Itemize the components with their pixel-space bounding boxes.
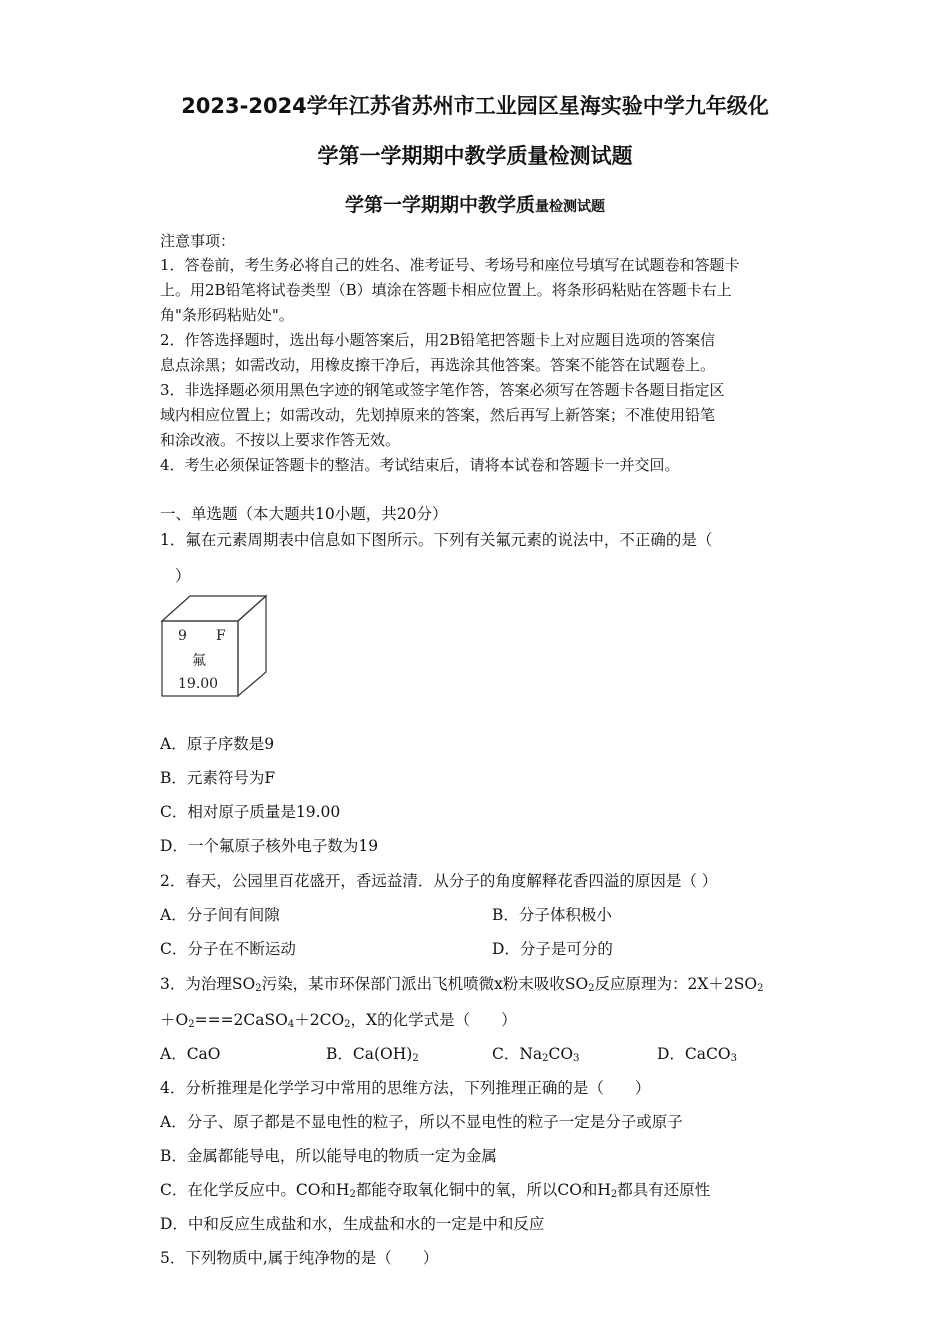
q1-option-c: C．相对原子质量是19.00 <box>160 803 341 821</box>
note-line: 域内相应位置上；如需改动，先划掉原来的答案，然后再写上新答案；不准使用铅笔 <box>160 406 716 424</box>
q3-eq-part: ＋2CO <box>294 1011 345 1029</box>
subscript: 2 <box>588 983 595 994</box>
q4-option-c-text: 都具有还原性 <box>617 1181 711 1199</box>
q4-stem: 4．分析推理是化学学习中常用的思维方法，下列推理正确的是（ ） <box>160 1079 651 1097</box>
q3-equation <box>160 1008 517 1030</box>
note-line: 4．考生必须保证答题卡的整洁。考试结束后，请将本试卷和答题卡一并交回。 <box>160 456 680 474</box>
notes-heading: 注意事项： <box>160 232 236 250</box>
subscript: 2 <box>349 1189 356 1200</box>
q3-option-b-text: B．Ca(OH) <box>326 1045 413 1063</box>
q3-option-c-text: C．Na <box>492 1045 543 1063</box>
q2-stem: 2．春天，公园里百花盛开，香远益清．从分子的角度解释花香四溢的原因是（ ） <box>160 872 718 890</box>
q4-option-c <box>160 1178 710 1200</box>
q3-stem-part: 3．为治理SO <box>160 975 256 993</box>
q3-eq-part: ===2CaSO <box>194 1011 288 1029</box>
note-line: 上。用2B铅笔将试卷类型（B）填涂在答题卡相应位置上。将条形码粘贴在答题卡右上 <box>160 281 732 299</box>
q3-option-a: A．CaO <box>160 1045 221 1063</box>
q4-option-c-text: C．在化学反应中。CO和H <box>160 1181 350 1199</box>
subscript: 2 <box>188 1019 195 1030</box>
subscript: 2 <box>412 1053 419 1064</box>
subscript: 2 <box>255 983 262 994</box>
q2-option-c: C．分子在不断运动 <box>160 940 296 958</box>
q3-stem <box>160 972 764 994</box>
q5-stem: 5．下列物质中,属于纯净物的是（ ） <box>160 1249 439 1267</box>
q1-option-b: B．元素符号为F <box>160 769 276 787</box>
q2-option-a: A．分子间有间隙 <box>160 906 280 924</box>
subscript: 2 <box>344 1019 351 1030</box>
q3-option-d <box>657 1042 737 1064</box>
subscript: 2 <box>542 1053 549 1064</box>
q4-option-a: A．分子、原子都是不显电性的粒子，所以不显电性的粒子一定是分子或原子 <box>160 1113 683 1131</box>
subscript: 3 <box>573 1053 580 1064</box>
q4-option-b: B．金属都能导电，所以能导电的物质一定为金属 <box>160 1147 497 1165</box>
title-line-1: 2023-2024学年江苏省苏州市工业园区星海实验中学九年级化 <box>181 94 769 118</box>
q2-option-d: D．分子是可分的 <box>492 940 613 958</box>
element-mass: 19.00 <box>178 676 219 692</box>
q4-option-d: D．中和反应生成盐和水，生成盐和水的一定是中和反应 <box>160 1215 545 1233</box>
note-line: 和涂改液。不按以上要求作答无效。 <box>160 431 401 449</box>
q3-eq-part: ，X的化学式是（ ） <box>350 1011 517 1029</box>
subscript: 4 <box>287 1019 295 1030</box>
q3-option-d-text: D．CaCO <box>657 1045 731 1063</box>
q1-stem-end: ） <box>175 567 191 585</box>
element-name: 氟 <box>192 653 206 669</box>
subscript: 2 <box>757 983 764 994</box>
title-line-2: 学第一学期期中教学质量检测试题 <box>317 144 633 168</box>
q2-option-b: B．分子体积极小 <box>492 906 612 924</box>
q3-option-c <box>492 1042 580 1064</box>
fluorine-element-cell <box>160 594 270 698</box>
q1-option-a: A．原子序数是9 <box>160 735 275 753</box>
note-line: 3．非选择题必须用黑色字迹的钢笔或签字笔作答，答案必须写在答题卡各题目指定区 <box>160 381 725 399</box>
subscript: 2 <box>610 1189 618 1200</box>
title-line-3-main: 学第一学期期中教学质 <box>344 194 535 216</box>
note-line: 2．作答选择题时，选出每小题答案后，用2B铅笔把答题卡上对应题目选项的答案信 <box>160 331 716 349</box>
element-number: 9 <box>178 628 187 644</box>
q3-stem-part: 污染，某市环保部门派出飞机喷微x粉末吸收SO <box>261 975 589 993</box>
title-line-3-small: 量检测试题 <box>535 199 605 215</box>
q4-option-c-text: 都能夺取氧化铜中的氧，所以CO和H <box>355 1181 611 1199</box>
note-line: 角"条形码粘贴处"。 <box>160 306 294 324</box>
q3-option-b <box>326 1042 419 1064</box>
section-heading: 一、单选题（本大题共10小题，共20分） <box>160 505 448 523</box>
title-line-3 <box>0 190 950 217</box>
element-symbol: F <box>216 628 226 644</box>
q1-stem: 1．氟在元素周期表中信息如下图所示。下列有关氟元素的说法中，不正确的是（ <box>160 531 713 549</box>
q1-option-d: D．一个氟原子核外电子数为19 <box>160 837 379 855</box>
q3-option-c-text: CO <box>548 1045 574 1063</box>
note-line: 1．答卷前，考生务必将自己的姓名、准考证号、考场号和座位号填写在试题卷和答题卡 <box>160 256 740 274</box>
q3-eq-part: ＋O <box>160 1011 189 1029</box>
q3-stem-part: 反应原理为：2X＋2SO <box>594 975 758 993</box>
note-line: 息点涂黑；如需改动，用橡皮擦干净后，再选涂其他答案。答案不能答在试题卷上。 <box>160 356 716 374</box>
subscript: 3 <box>730 1053 737 1064</box>
